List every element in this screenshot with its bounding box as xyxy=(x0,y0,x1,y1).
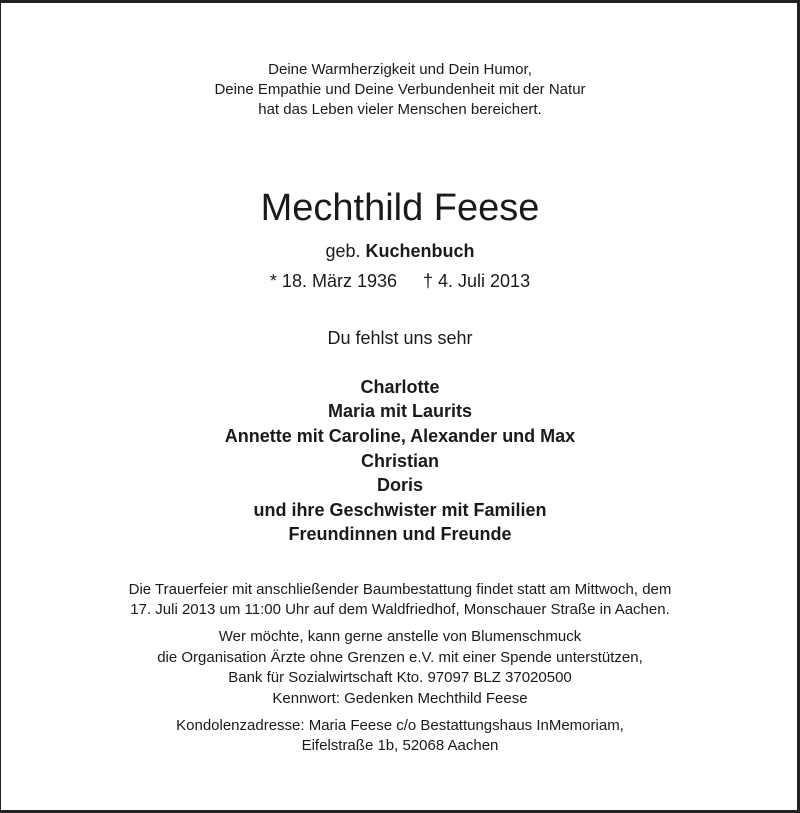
birth-date: * 18. März 1936 xyxy=(269,271,397,291)
family-line-1: Charlotte xyxy=(360,377,440,397)
ceremony-line-1: Die Trauerfeier mit anschließender Baumbestattung findet statt am Mittwoch, dem xyxy=(128,581,672,598)
family-line-5: Doris xyxy=(376,475,423,495)
donation-line-1: Wer möchte, kann gerne anstelle von Blumenschmuck xyxy=(218,628,582,645)
ceremony-line-2: 17. Juli 2013 um 11:00 Uhr auf dem Waldfriedhof, Monschauer Straße in Aachen. xyxy=(130,601,670,618)
birth-prefix: geb. xyxy=(325,241,361,261)
family-line-3: Annette mit Caroline, Alexander und Max xyxy=(224,426,576,446)
deceased-name: Mechthild Feese xyxy=(260,187,540,229)
donation-line-4: Kennwort: Gedenken Mechthild Feese xyxy=(272,690,528,707)
family-line-2: Maria mit Laurits xyxy=(327,401,473,421)
quote-line-2: Deine Empathie und Deine Verbundenheit mit der Natur xyxy=(214,81,586,98)
death-date: † 4. Juli 2013 xyxy=(423,271,531,291)
family-line-7: Freundinnen und Freunde xyxy=(288,524,512,544)
quote-line-3: hat das Leben vieler Menschen bereichert. xyxy=(258,101,542,118)
family-line-4: Christian xyxy=(360,451,439,471)
missed-line: Du fehlst uns sehr xyxy=(327,328,473,348)
birth-name: Kuchenbuch xyxy=(365,241,475,261)
condolence-line-1: Kondolenzadresse: Maria Feese c/o Bestattungshaus InMemoriam, xyxy=(176,717,624,734)
donation-line-2: die Organisation Ärzte ohne Grenzen e.V. mit einer Spende unterstützen, xyxy=(157,649,643,666)
quote-line-1: Deine Warmherzigkeit und Dein Humor, xyxy=(268,61,532,78)
birth-name-line xyxy=(0,240,800,262)
family-line-6: und ihre Geschwister mit Familien xyxy=(253,500,547,520)
life-dates xyxy=(0,270,800,292)
condolence-line-2: Eifelstraße 1b, 52068 Aachen xyxy=(301,737,499,754)
donation-line-3: Bank für Sozialwirtschaft Kto. 97097 BLZ 37020500 xyxy=(228,669,572,686)
